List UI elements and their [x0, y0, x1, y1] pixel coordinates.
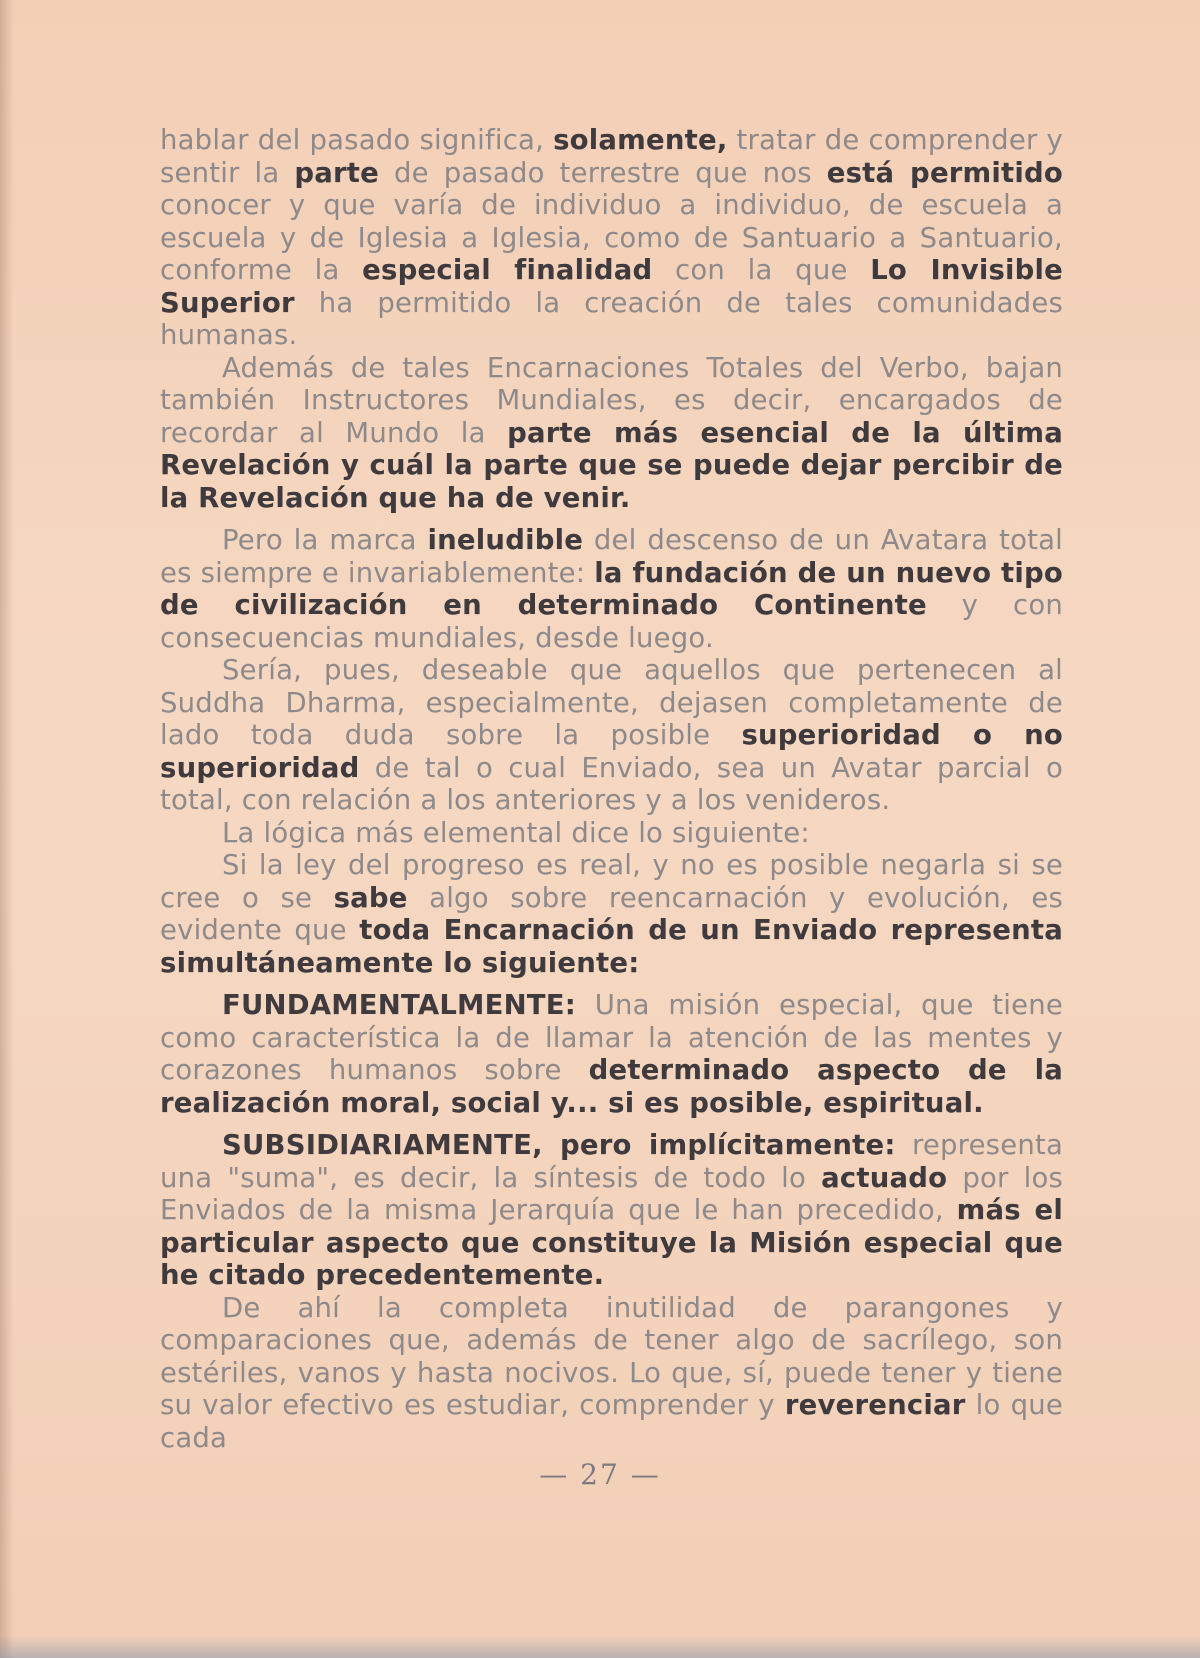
bold-text-run: parte más esencial de la última Revelación y cuál la parte que se puede dejar percibir de la Revelación que ha de venir.: [160, 416, 1063, 514]
bold-text-run: especial finalidad: [362, 254, 653, 286]
text-run: por los Enviados de la misma Jerarquía que le han precedido,: [160, 1161, 1063, 1226]
page-number: — 27 —: [539, 1458, 661, 1491]
paragraph: [160, 654, 1063, 817]
paragraph: [160, 989, 1063, 1119]
paragraph: [160, 124, 1063, 352]
bold-text-run: más el particular aspecto que constituye la Misión especial que he citado precedentemente.: [160, 1194, 1063, 1291]
text-run: hablar del pasado significa,: [160, 124, 554, 156]
text-run: de tal o cual Enviado, sea un Avatar parcial o total, con relación a los anteriores y a los venideros.: [160, 751, 1063, 816]
bold-text-run: parte: [294, 156, 380, 189]
paragraph: [160, 1129, 1063, 1292]
bold-text-run: solamente,: [553, 124, 728, 156]
text-run: Además de tales Encarnaciones Totales del Verbo, bajan también Instructores Mundiales, es decir, encargados de recordar al Mundo la: [160, 351, 1063, 449]
text-run: Si la ley del progreso es real, y no es posible negarla si se cree o se: [160, 849, 1063, 914]
text-run: ha permitido la creación de tales comunidades humanas.: [160, 286, 1063, 351]
paragraph: [160, 849, 1063, 979]
bold-text-run: determinado aspecto de la realización moral, social y... si es posible, espiritual.: [160, 1054, 1063, 1119]
scan-bottom-edge: [0, 1636, 1200, 1658]
text-run: de pasado terrestre que nos: [379, 156, 827, 189]
bold-text-run: la fundación de un nuevo tipo de civilización en determinado Continente: [160, 556, 1064, 621]
bold-text-run: está permitido: [826, 156, 1063, 189]
text-run: Una misión especial, que tiene como característica la de llamar la atención de las mentes y corazones humanos sobre: [160, 989, 1063, 1086]
bold-text-run: toda Encarnación de un Enviado representa simultáneamente lo siguiente:: [160, 914, 1063, 979]
text-run: tratar de comprender y sentir la: [160, 124, 1063, 189]
bold-text-run: superioridad o no superioridad: [160, 719, 1063, 784]
text-run: del descenso de un Avatara total es siempre e invariablemente:: [160, 524, 1063, 589]
bold-text-run: FUNDAMENTALMENTE:: [222, 989, 576, 1021]
bold-text-run: ineludible: [427, 524, 584, 556]
paragraph: [160, 352, 1063, 515]
paragraph: [160, 817, 1063, 850]
text-run: y con consecuencias mundiales, desde luego.: [160, 589, 1063, 654]
bold-text-run: SUBSIDIARIAMENTE, pero implícitamente:: [222, 1129, 896, 1161]
bold-text-run: sabe: [333, 881, 408, 914]
text-run: La lógica más elemental dice lo siguiente:: [222, 816, 810, 849]
page-body-text: [160, 124, 1063, 1454]
bold-text-run: reverenciar: [784, 1389, 966, 1421]
text-run: representa una "suma", es decir, la síntesis de todo lo: [160, 1129, 1063, 1194]
text-run: con la que: [652, 254, 871, 286]
page-edge-shadow: [0, 0, 14, 1658]
text-run: Pero la marca: [222, 524, 428, 556]
text-run: lo que cada: [160, 1389, 1064, 1454]
text-run: algo sobre reencarnación y evolución, es evidente que: [160, 881, 1063, 946]
bold-text-run: actuado: [821, 1161, 948, 1194]
paragraph: [160, 524, 1063, 654]
text-run: De ahí la completa inutilidad de parangones y comparaciones que, además de tener algo de sacrílego, son estériles, vanos y hasta nocivos. Lo que, sí, puede tener y tiene su valor efectivo es estudiar, comprender y: [160, 1291, 1063, 1421]
text-run: Sería, pues, deseable que aquellos que pertenecen al Suddha Dharma, especialmente, dejasen completamente de lado toda duda sobre la posible: [160, 654, 1063, 751]
text-run: conocer y que varía de individuo a individuo, de escuela a escuela y de Iglesia a Iglesia, como de Santuario a Santuario, conforme la: [160, 189, 1063, 286]
paragraph: [160, 1292, 1063, 1455]
bold-text-run: Lo Invisible Superior: [160, 254, 1063, 319]
